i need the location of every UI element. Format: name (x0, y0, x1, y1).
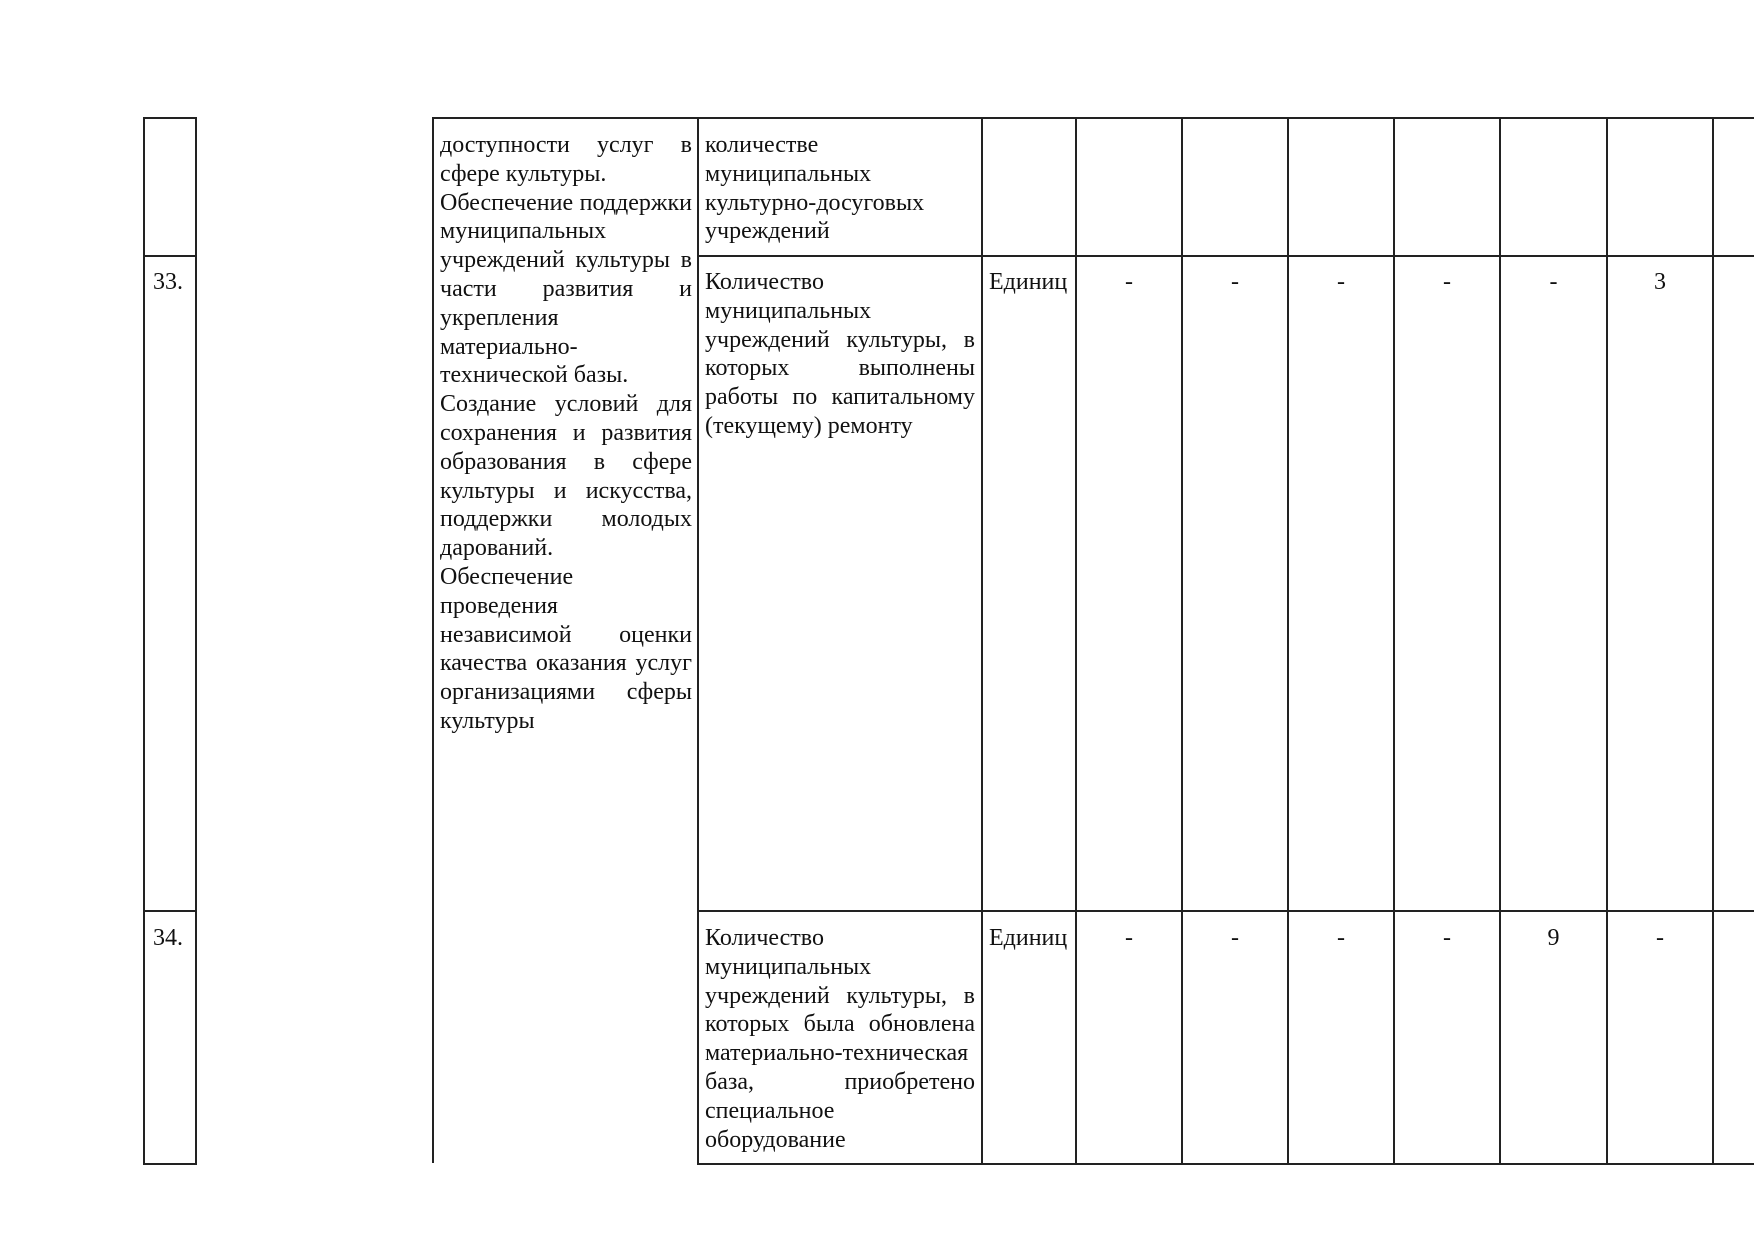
indicator-cell: Количество муниципальных учреждений культуры, в которых была обновлена материально-техническая база, приобретено специальное оборудование (705, 925, 975, 1153)
value-cell: 3 (1654, 269, 1666, 295)
unit-cell: Единиц (989, 269, 1068, 295)
column-divider (195, 117, 197, 1165)
table-bottom-border (697, 1163, 1754, 1165)
column-divider (697, 117, 699, 1165)
task-paragraph: Обеспечение проведения независимой оценки качества оказания услуг организациями сферы культуры (440, 563, 692, 734)
task-paragraph: доступности услуг в сфере культуры. (440, 132, 692, 187)
value-cell: 9 (1547, 925, 1560, 951)
value-cell: - (1337, 925, 1345, 951)
value-cell: - (1337, 269, 1345, 295)
row-divider (143, 255, 197, 257)
unit-cell: Единиц (989, 925, 1068, 951)
column-divider (981, 117, 983, 1165)
table-top-border (432, 117, 1754, 119)
table-bottom-border (143, 1163, 197, 1165)
task-paragraph: Обеспечение поддержки муниципальных учреждений культуры в части развития и укрепления материально-технической базы. (440, 189, 692, 389)
row-number: 33. (153, 269, 183, 295)
value-cell: - (1443, 269, 1451, 295)
value-cell: - (1125, 925, 1133, 951)
value-cell: - (1549, 269, 1558, 295)
indicator-cell: количестве муниципальных культурно-досуговых учреждений (705, 132, 925, 245)
value-cell: - (1231, 269, 1239, 295)
value-cell: - (1125, 269, 1133, 295)
table-top-border (143, 117, 197, 119)
column-divider (1712, 117, 1714, 1165)
row-divider (697, 255, 1754, 257)
indicator-cell: Количество муниципальных учреждений культуры, в которых выполнены работы по капитальному (текущему) ремонту (705, 269, 975, 439)
task-paragraph: Создание условий для сохранения и развития образования в сфере культуры и искусства, поддержки молодых дарований. (440, 391, 692, 562)
row-divider (143, 910, 197, 912)
column-divider (432, 117, 434, 1163)
column-divider (143, 117, 145, 1165)
row-number: 34. (153, 925, 183, 951)
value-cell: - (1443, 925, 1451, 951)
value-cell: - (1231, 925, 1239, 951)
row-divider (697, 910, 1754, 912)
value-cell: - (1656, 925, 1664, 951)
task-description (440, 131, 692, 736)
